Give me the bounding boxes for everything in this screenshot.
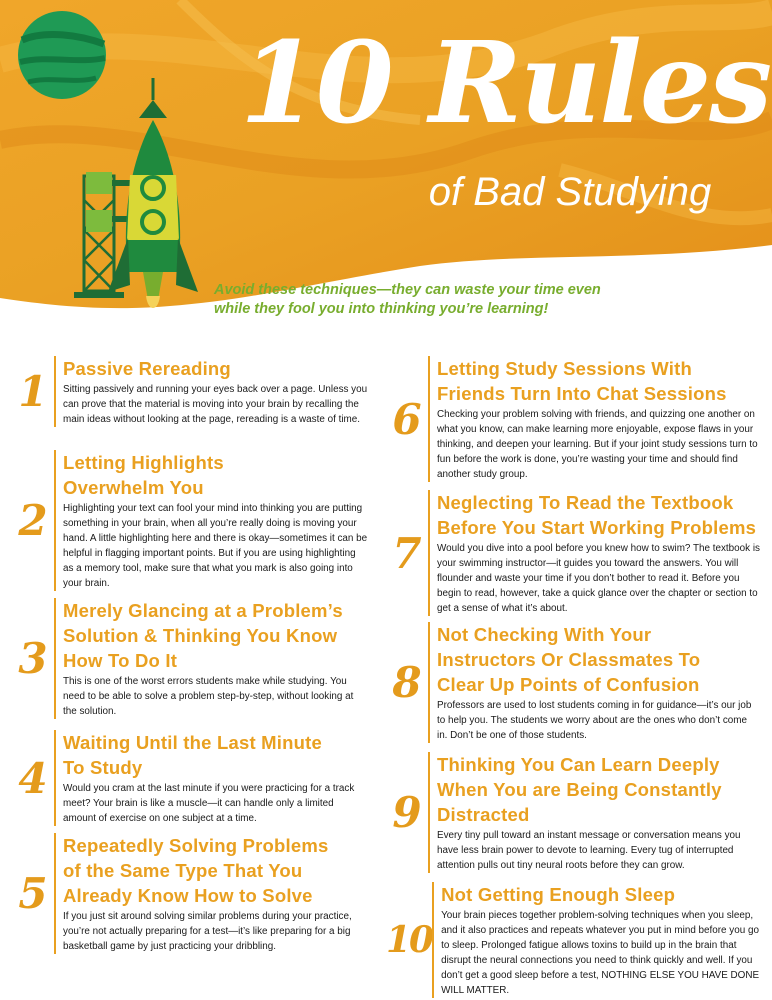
- rule-title-line: Distracted: [437, 804, 530, 825]
- rule-title-line: Merely Glancing at a Problem’s: [63, 600, 343, 621]
- rule-title: [437, 356, 760, 406]
- rule-8: [386, 622, 760, 743]
- rule-title-line: Instructors Or Classmates To: [437, 649, 701, 670]
- tagline: [214, 281, 759, 319]
- rule-body: [54, 833, 368, 954]
- rule-title-line: Waiting Until the Last Minute: [63, 732, 322, 753]
- rule-title-line: Neglecting To Read the Textbook: [437, 492, 734, 513]
- rule-2: [12, 450, 368, 591]
- rule-body: [428, 752, 760, 873]
- rule-3: [12, 598, 368, 719]
- rule-title-line: When You are Being Constantly: [437, 779, 722, 800]
- rule-body: [428, 622, 760, 743]
- rule-title-line: Friends Turn Into Chat Sessions: [437, 383, 727, 404]
- rule-body: [432, 882, 760, 998]
- rule-10: [386, 882, 760, 998]
- rule-number: 7: [392, 528, 422, 578]
- rule-title-line: Not Getting Enough Sleep: [441, 884, 676, 905]
- rule-number: 9: [392, 788, 422, 837]
- rule-4: [12, 730, 368, 826]
- rule-title-line: Already Know How to Solve: [63, 885, 313, 906]
- rule-title-line: Passive Rereading: [63, 358, 231, 379]
- rule-text: If you just sit around solving similar problems during your practice, you’re not actually preparing for a test—it’s like preparing for a big basketball game by just practicing your dribbling.: [63, 911, 352, 952]
- rule-title-line: Before You Start Working Problems: [437, 517, 757, 538]
- rule-text: Would you dive into a pool before you knew how to swim? The textbook is your swimming instructor—it guides you toward the answers. You will flounder and waste your time if you don’t bother to read it. Before you begin to read, however, take a quick glance over the chapter or section to get a sense of what it’s about.: [437, 543, 760, 614]
- rule-title-line: Overwhelm You: [63, 477, 204, 498]
- rule-number: 1: [18, 367, 48, 416]
- rule-7: [386, 490, 760, 616]
- hero-banner: [0, 0, 772, 352]
- rule-body: [54, 730, 368, 826]
- rule-5: [12, 833, 368, 954]
- rule-title-line: Not Checking With Your: [437, 624, 652, 645]
- rule-text: Your brain pieces together problem-solving techniques when you sleep, and it also practices and repeats whatever you put in mind before you go to sleep. Prolonged fatigue allows toxins to build up in the brain that disrupt the neural connections you need to think quickly and well. If you don’t get a good sleep before a test, NOTHING ELSE YOU HAVE DONE WILL MATTER.: [441, 910, 760, 996]
- rule-title: [441, 882, 760, 907]
- rule-title-line: Letting Highlights: [63, 452, 224, 473]
- rule-title: [437, 622, 760, 697]
- rule-title-line: Thinking You Can Learn Deeply: [437, 754, 720, 775]
- rule-number: 3: [18, 634, 48, 683]
- rule-title-line: Repeatedly Solving Problems: [63, 835, 329, 856]
- rule-9: [386, 752, 760, 873]
- rule-text: Professors are used to lost students coming in for guidance—it’s our job to help you. The students we worry about are the ones who don’t come in. Don’t be one of those students.: [437, 700, 752, 741]
- rule-body: [54, 598, 368, 719]
- rule-title-line: Solution & Thinking You Know: [63, 625, 338, 646]
- rule-title-line: of the Same Type That You: [63, 860, 303, 881]
- planet-icon: [18, 11, 106, 99]
- tagline-line-1: Avoid these techniques—they can waste your time even: [214, 282, 601, 298]
- rule-body: [428, 490, 760, 616]
- rule-title-line: Clear Up Points of Confusion: [437, 674, 700, 695]
- tagline-line-2: while they fool you into thinking you’re learning!: [214, 301, 549, 317]
- rule-text: Highlighting your text can fool your mind into thinking you are putting something in your brain, when all you’re really doing is moving your hand. A little highlighting here and there is okay—sometimes it can be helpful in flagging important points. But if you are using highlighting as a memory tool, make sure that what you mark is also going into your brain.: [63, 503, 368, 589]
- rule-6: [386, 356, 760, 482]
- rule-number: 8: [392, 658, 422, 707]
- rule-body: [428, 356, 760, 482]
- page-title: 10 Rules: [240, 18, 771, 149]
- rule-text: Sitting passively and running your eyes back over a page. Unless you can prove that the material is moving into your brain by recalling the main ideas without looking at the page, rereading is a waste of time.: [63, 384, 368, 425]
- rule-title: [63, 833, 368, 908]
- rule-text: Checking your problem solving with friends, and quizzing one another on what you know, can make learning more enjoyable, expose flaws in your thinking, and deepen your learning. But if your joint study sessions turn to fun before the work is done, you’re wasting your time and should find another study group.: [437, 409, 758, 480]
- rule-title: [63, 356, 368, 381]
- rule-1: [12, 356, 368, 427]
- rule-title: [437, 490, 760, 540]
- rule-number: 6: [392, 394, 422, 444]
- rule-text: Would you cram at the last minute if you were practicing for a track meet? Your brain is like a muscle—it can handle only a limited amount of exercise on one subject at a time.: [63, 783, 355, 824]
- rule-title: [63, 730, 368, 780]
- rule-text: This is one of the worst errors students make while studying. You need to be able to solve a problem step-by-step, without looking at the solution.: [63, 676, 354, 717]
- rule-number: 2: [18, 496, 48, 545]
- rule-title: [437, 752, 760, 827]
- rule-title-line: Letting Study Sessions With: [437, 358, 692, 379]
- rule-number: 4: [18, 753, 48, 803]
- rule-title-line: To Study: [63, 757, 143, 778]
- page-subtitle: of Bad Studying: [428, 170, 712, 214]
- rule-body: [54, 356, 368, 427]
- rule-title: [63, 598, 368, 673]
- rule-title: [63, 450, 368, 500]
- rule-text: Every tiny pull toward an instant message or conversation means you have less brain power to devote to learning. Every tug of interrupted attention pulls out tiny neural roots before they can grow.: [437, 830, 741, 871]
- rule-body: [54, 450, 368, 591]
- rule-number: 10: [386, 919, 433, 961]
- rule-number: 5: [18, 869, 48, 918]
- rule-title-line: How To Do It: [63, 650, 178, 671]
